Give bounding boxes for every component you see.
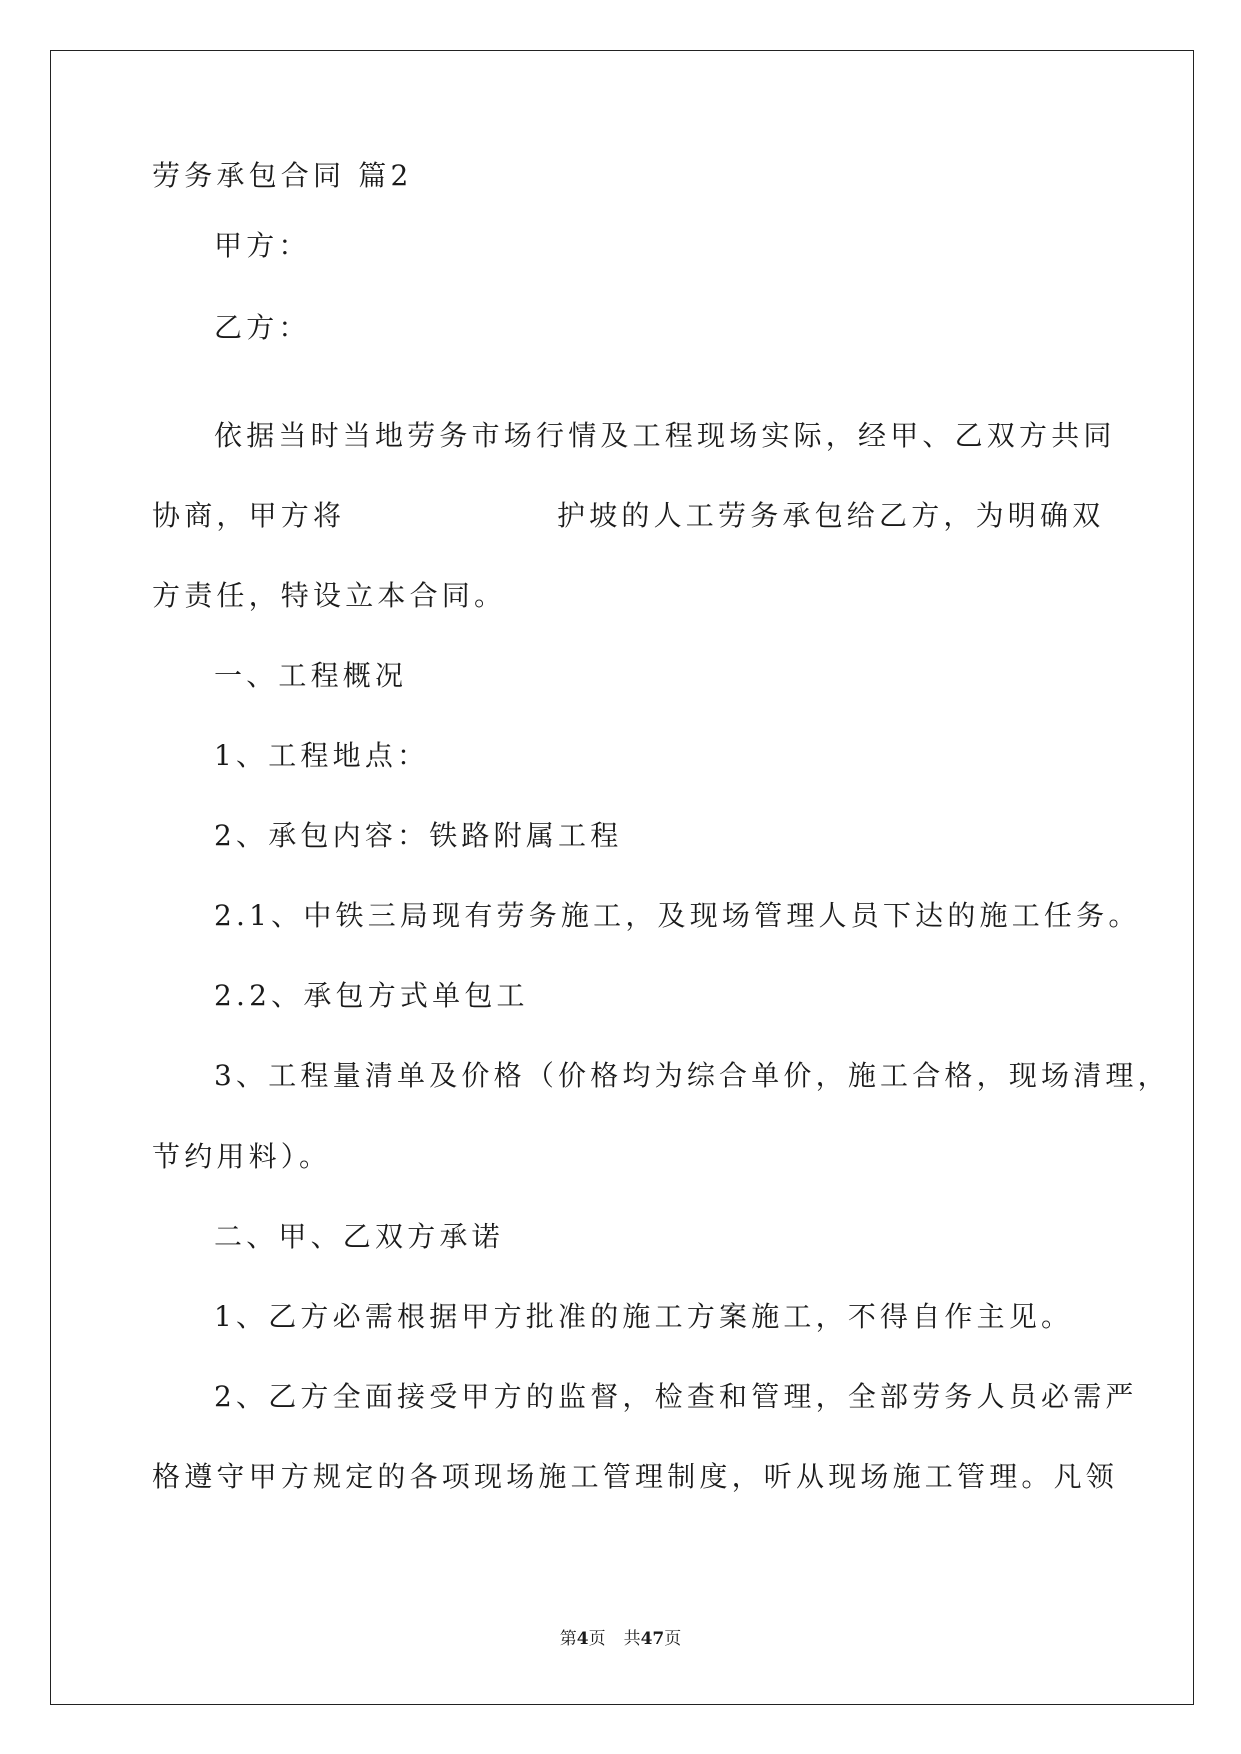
paragraph-line: 方责任，特设立本合同。 — [152, 579, 507, 612]
paragraph-line: 1、工程地点： — [214, 739, 430, 772]
paragraph-line: 护坡的人工劳务承包给乙方，为明确双 — [557, 499, 1105, 532]
paragraph-line: 1、乙方必需根据甲方批准的施工方案施工，不得自作主见。 — [214, 1300, 1074, 1333]
footer-total-prefix: 共 — [623, 1629, 641, 1649]
page-footer — [0, 1628, 1241, 1650]
footer-page-number: 4 — [576, 1629, 589, 1649]
paragraph-line: 3、工程量清单及价格（价格均为综合单价，施工合格，现场清理， — [214, 1059, 1170, 1092]
footer-total-unit: 页 — [664, 1629, 682, 1649]
paragraph-line: 格遵守甲方规定的各项现场施工管理制度，听从现场施工管理。凡领 — [152, 1460, 1119, 1493]
page-frame — [50, 50, 1194, 1705]
paragraph-line: 2、承包内容：铁路附属工程 — [214, 819, 623, 852]
paragraph-line: 依据当时当地劳务市场行情及工程现场实际，经甲、乙双方共同 — [214, 419, 1116, 452]
party-a-line: 甲方： — [214, 229, 311, 262]
section-heading: 二、甲、乙双方承诺 — [214, 1220, 504, 1253]
footer-prefix: 第 — [559, 1629, 577, 1649]
footer-page-unit: 页 — [588, 1629, 606, 1649]
paragraph-line: 节约用料）。 — [152, 1140, 332, 1173]
paragraph-line: 2、乙方全面接受甲方的监督，检查和管理，全部劳务人员必需严 — [214, 1380, 1138, 1413]
paragraph-line: 2.1、中铁三局现有劳务施工，及现场管理人员下达的施工任务。 — [214, 899, 1141, 932]
section-heading: 一、工程概况 — [214, 659, 408, 692]
party-b-line: 乙方： — [214, 311, 311, 344]
footer-total-pages: 47 — [640, 1629, 665, 1649]
paragraph-line: 2.2、承包方式单包工 — [214, 979, 529, 1012]
paragraph-line: 协商，甲方将 — [152, 499, 346, 532]
document-title: 劳务承包合同 篇2 — [152, 159, 413, 192]
